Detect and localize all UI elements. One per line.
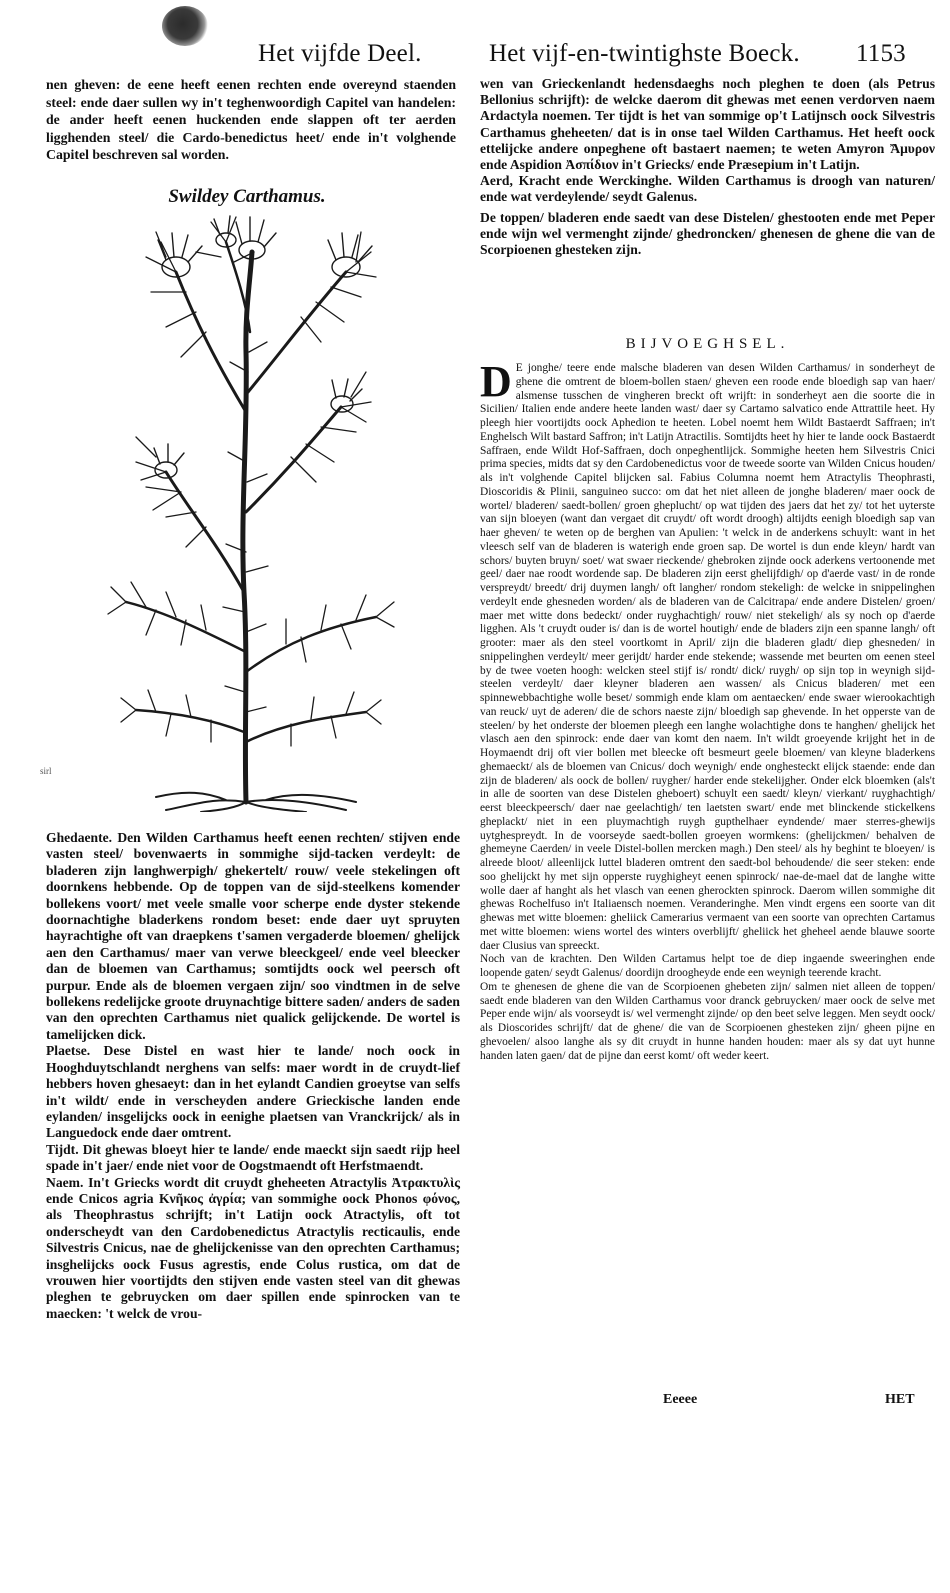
paragraph-scorpioenen: Om te ghenesen de ghene die van de Scorpioenen ghebeten zijn/ salmen niet alleen de toppen/ saedt ende bladeren van den Wilden Carthamus voor dranck gebruycken/ maer oock de selve met Peper ende wijn/ als voorseydt is/ wel vermenght zijnde/ op den beet selve leggen. Men seydt oock/ als Dioscorides schrijft/ dat de ghene/ die van de Scorpioenen ghesteken zijn/ gheen pijne en ghevoelen/ alsoo langhe als sy dit cruydt in hunne handen houden: maer als sy dat uyt hunne handen laten gaen/ dat de pijne dan eerst komt/ oft weder keert.	[480, 980, 935, 1062]
left-body	[46, 830, 460, 1322]
paragraph-tijdt: Tijdt. Dit ghewas bloeyt hier te lande/ ende maeckt sijn saedt rijp heel spade in't jaer/ ende niet voor de Oogstmaendt oft Herfstmaendt.	[46, 1141, 460, 1174]
page-number: 1153	[856, 40, 906, 67]
main-stem	[243, 252, 252, 802]
paragraph-aerd: Aerd, Kracht ende Werckinghe. Wilden Carthamus is droogh van naturen/ ende wat verdeylende/ seydt Galenus.	[480, 173, 935, 205]
paragraph-ghedaente: Ghedaente. Den Wilden Carthamus heeft eenen rechten/ stijven ende vasten steel/ bovenwaerts in sommighe sijd-tacken verdeylt: de bladeren zijn langhwerpigh/ ghekertelt/ rouw/ veele stekelingen oft doornkens hebbende. Op de toppen van de sijd-steelkens komender bollekens voort/ met veele smalle voor scherpe ende dyster stekende doornachtighe bladerkens rondom beset: ende daer uyt spruyten hayrachtighe oft van draepkens t'samen vergaderde bloemen/ ghelijck aen den Carthamus/ maer van verwe bleeckgeel/ ende veel bleecker dan de bloemen van Carthamus; somtijdts oock wel peersch oft purpur. Ende als de bloemen vergaen zijn/ soo vindtmen in de selve bollekens redelijcke groote druynachtige bittere saden/ anders de saden van den oprechten Carthamus niet qualick gelijckende. De wortel is tamelijcken dick.	[46, 830, 460, 1042]
section-title: BIJVOEGHSEL.	[625, 336, 790, 352]
right-bijvoeghsel	[480, 357, 935, 1063]
ink-blot	[162, 6, 208, 46]
paragraph-bijvoeghsel	[480, 357, 935, 953]
bijvoeghsel-text: E jonghe/ teere ende malsche bladeren van desen Wilden Carthamus/ in sonderheyt de ghene die omtrent de bloem-bollen staen/ gheven een roode ende bloedigh sap van haer/ alsmense tusschen de vingheren breckt oft wrijft: in sonderheyt aen die soorte die in Sicilien/ Italien ende andere heete landen wast/ daer sy Cartamo salvatico ende Attrattile heet. Hy pleegh hier voortijdts oock Aphedion te heeten. Lobel noemt hem Wildt Bastaerdt Saffraen; in't Enghelsch Wilt bastard Saffron; in't Latijn Atractilis. Somtijdts heet hy hier te lande oock Bastaerdt Saffraen, ende Wildt Hof-Saffraen, doch onpeghentlijck. Sommighe heeten hem Silvestris Cnici prima species, midts dat sy den Cardobenedictus voor de tweede soorte van Wilden Cnicus houden/ als in't volghende Capitel blijcken sal. Fabius Columna noemt hem Atractylis Theophrasti, Dioscoridis & Plinii, sanguineo succo: om dat het niet alleen de jonghe bladeren/ maer oock de wortel/ bladeren/ saedt-bollen/ groen gheplucht/ op wat tijden des jaers dat het zy/ tot het uyterste van sijn bloeyen (want dan vergaet dit cruydt/ oft wordt droogh) altijdts eenigh bloedigh sap van haer gheven/ te weten op de berghen van Apulien: 't welck in de anderkens schuylt: want in het vleesch self van de bladeren is waterigh ende groen sap. De wortel is dun ende kleyn/ hardt van schors/ buyten bruyn/ soet/ wat swaer rieckende/ ghebroken zijnde oock aderkens vertoonende met geel/ daer nae roodt wordende sap. De bladeren zijn eerst ghelijfdigh/ op d'aerde vast/ in de ronde verspreydt/ breedt/ drij duymen langh/ oft langher/ rondom stekeligh: de welcke in snippelinghen verdeylt ende ghesneden worden/ als de bladeren van de Calcitrapa/ ende andere Distelen/ groen/ maer met witte dons bedeckt/ onder ruyghachtigh/ rouw/ niet stekeligh/ als sy noch op d'aerde ligghen. Als 't cruydt ouder is/ dan is de wortel houtigh/ ende de bladers zijn een spanne langh/ oft grooter: maer als den steel voortkomt in April/ zijn die bladeren gladt/ diep ghesneden/ in snippelinghen verdeylt/ meer gerijdt/ harder ende stekende; wassende met beurten om eenen steel by de twee voeten hoogh: welcken steel stijf is/ rondt/ dick/ ruygh/ op sijn top in weynigh sijd-steelen verdeylt/ daer kleyner bladeren aen wassen/ als Cnicus bladeren/ met een spinnewebbachtighe wolle beset/ sommigh ende klam om aentaecken/ ende swaer wierookachtigh van reuck/ uyt de aderen/ die de schors naeste zijn/ bloedigh sap ghevende. In het opperste van de steelen/ by het onderste der bloemen pleegh een langhe wolachtighe dons te hanghen/ ghelijck het vlasch aen den spinrock: ende daer van komt den naem. In't wildt groeyende krijght het in de Hoymaendt drij oft vier bollen met bleecke oft besmeurt geele bloemen/ van kleyne bladerkens ghemaeckt/ als de bloemen van Cnicus/ doch weynigh/ ende onghesteckt elijck staende: ende dan zijn de bladeren/ als oock de bollen/ ruygher/ harder ende stekelijgher. Onder elck bloemken (als't in alle de soorten van dese Distelen gheboert) schuylt een saedt/ kleyn/ vierkant/ ruyghachtigh/ eerst bleeckpeersch/ daer nae geelachtigh/ ten laetsten swart/ ende met blinckende stickelkens gheplackt/ niet in een pluymachtigh ruygh gupthelhaer eyndende/ maer sterres-ghewijs uytghespreydt. In de voorseyde saedt-bollen groeyen wormkens: (ghelijckmen/ behalven de ghemeyne Caerden/ in veele Distel-bollen mercken magh.) Den steel/ als hy beghint te bloeyen/ is alreede bloot/ alleenlijck luttel bladeren omtrent den saedt-bol behoudende/ die seer steken: ende soo ghelijckt hy met sijn opperste ruyghigheyt eenen spinrock/ nae-de-mael dat de langhe witte wolle daer af hanght als het vlasch van eenen gherockten spinrock. Daerom willen sommighe dit ghewas Rochelfuso in't Italiaensch noemen. Veranderinghe. Men vindt ergens een soorte van dit ghewas met witte bloemen: gheliick Camerarius vermaent van een soorte van oprechten Cartamus met witte bloemen: wiens wortel des winters overblijft/ gheliick het gheheel aende blauwe soorte daer Clusius van spreeckt.	[480, 362, 935, 952]
thistle-woodcut-illustration	[96, 212, 426, 812]
header-book-title: Het vijf-en-twintighste Boeck.	[489, 40, 800, 67]
signature-mark: Eeeee	[663, 1392, 698, 1407]
paragraph-plaetse: Plaetse. Dese Distel en wast hier te lande/ noch oock in Hooghduytschlandt nerghens van selfs: maer wordt in de cruydt-lief hebbers hoven ghesaeyt: dan in het eylandt Candien groeytse van selfs in't wildt/ ende in verscheyden andere Grieckische landen ende eylanden/ insgelijcks oock in eenighe plaetsen van Vranckrijck/ als in Languedock ende daer omtrent.	[46, 1043, 460, 1141]
left-intro	[46, 76, 456, 164]
paragraph-toppen: De toppen/ bladeren ende saedt van dese Distelen/ ghestooten ende met Peper ende wijn wel vermenght zijnde/ ghedroncken/ ghenesen de ghene die van de Scorpioenen ghesteken zijn.	[480, 209, 935, 258]
paragraph-naem: Naem. In't Griecks wordt dit cruydt gheheeten Atractylis Ἀτρακτυλὶς ende Cnicos agria Κνῆκος ἀγρία; van sommighe oock Phonos φόνος, als Theophrastus schrijft; in't Latijn oock Atractylis, oft tot onderscheydt van den Cardobenedictus Atractylis recticaulis, ende Silvestris Cnicus, nae de ghelijckenisse van den oprechten Carthamus; insghelijcks oock Fusus agrestis, ende Colus rustica, om dat de vrouwen hier voortijdts den stijven ende vasten steel van dit ghewas pleghen te gebruycken om daer spillen ende spinrocken van te maecken: 't welck de vrou-	[46, 1174, 460, 1321]
drop-cap: D	[480, 357, 512, 406]
margin-note: sirl	[40, 766, 52, 776]
header-part-title: Het vijfde Deel.	[258, 40, 422, 67]
paragraph-kracht: Noch van de krachten. Den Wilden Cartamus helpt toe de diep ingaende sweeringhen ende loopende gaten/ seydt Galenus/ doordijn droogheyde ende een weynigh teerende kracht.	[480, 953, 935, 979]
right-top	[480, 76, 935, 258]
right-intro-text: wen van Grieckenlandt hedensdaeghs noch pleghen te doen (als Petrus Bellonius schrijft): de welcke daerom dit ghewas met eenen verdorven naem Ardactyla noemen. Ter tijdt is het van sommige op't Latijnsch oock Silvestris Carthamus gheheeten/ dat is in onse tael Wilden Carthamus. Het heeft oock ettelijcke andere onpeghene oft bastaert naemen; te weten Amyron Ἄμυρον ende Aspidion Ἀσπίδιον in't Griecks/ ende Præsepium in't Latijn.	[480, 76, 935, 173]
figure-caption: Swildey Carthamus.	[168, 186, 326, 207]
catchword: HET	[885, 1392, 915, 1407]
left-intro-text: nen gheven: de eene heeft eenen rechten ende overeynd staenden steel: ende daer sullen wy in't teghenwoordigh Capitel van handelen: de ander heeft eenen huckenden ende slappen oft ter aerden ligghenden steel/ die Cardo-benedictus heet/ ende in't volghende Capitel beschreven sal worden.	[46, 77, 456, 162]
roots	[156, 793, 356, 812]
